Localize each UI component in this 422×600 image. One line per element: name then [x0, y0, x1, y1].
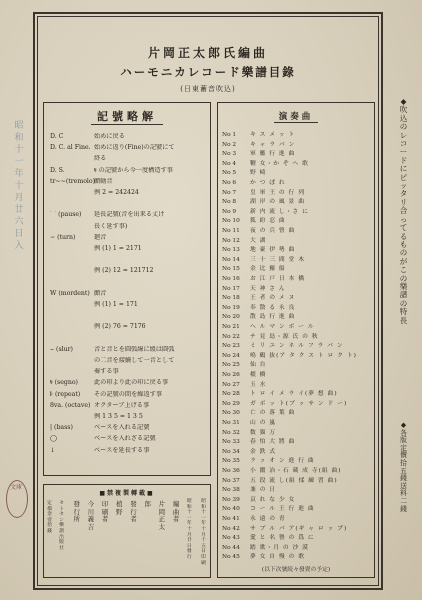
song-title: 玉 水 — [250, 381, 267, 388]
legend-row — [50, 133, 206, 141]
song-number: No 21 — [222, 324, 240, 330]
song-row — [222, 265, 371, 274]
legend-row — [50, 234, 206, 242]
symbol-legend-box — [43, 102, 211, 476]
song-row — [222, 477, 371, 486]
legend-row — [50, 379, 206, 387]
song-title: 狐 紛 忍 曲 — [250, 218, 286, 225]
legend-symbol: 𝄆 (repeat) — [50, 390, 81, 398]
legend-text: 奏する事 — [94, 368, 119, 376]
colophon-column: 編曲者 — [172, 500, 180, 523]
legend-row — [50, 424, 206, 432]
song-row — [222, 294, 371, 303]
legend-symbol: 𝄋 (segno) — [50, 379, 78, 387]
song-title: チ 見 島・源 氏 の 秋 — [250, 333, 319, 340]
song-title: 散 島 行 進 曲 — [250, 314, 296, 321]
song-list-box — [217, 102, 375, 578]
song-number: No 41 — [222, 516, 240, 522]
song-list-title: 演奏曲 — [218, 110, 374, 123]
legend-row — [50, 413, 206, 421]
colophon-column: セトセン樂譜出版社 — [59, 501, 64, 551]
legend-text: 例 (2) 76 = 7176 — [94, 323, 146, 331]
song-number: No 28 — [222, 391, 240, 398]
legend-symbol: | (bass) — [50, 424, 73, 432]
song-number: No 7 — [222, 189, 237, 196]
song-title: キ ャ ラ バ ン — [250, 141, 296, 148]
song-row — [222, 141, 371, 150]
song-row — [222, 467, 371, 476]
legend-row — [50, 391, 206, 399]
song-title: 夜 の 兵 營 曲 — [250, 228, 296, 234]
legend-text: その記號の間を繰返す事 — [94, 390, 163, 398]
song-number: No 27 — [222, 381, 240, 388]
song-number: No 19 — [222, 304, 240, 311]
legend-symbol: ⌒ (pause) — [50, 211, 82, 219]
legend-text: オクターブ上げる事 — [94, 401, 150, 409]
song-number: No 5 — [222, 170, 237, 177]
legend-symbol: ◯ — [50, 435, 57, 443]
legend-row — [50, 167, 206, 175]
song-title: 天 神 さ ん — [250, 285, 286, 292]
song-row — [222, 381, 371, 390]
song-title: ト ロ イ メ ラ イ(夢 想 曲) — [250, 391, 338, 398]
colophon-column: 今 川 義 吉 — [87, 500, 95, 531]
song-number: No 10 — [222, 218, 240, 225]
legend-symbol: W (mordent) — [50, 289, 90, 297]
song-row — [222, 352, 371, 361]
song-title: 金 比 羅 船 — [250, 266, 286, 273]
song-title: 新 内 流 し・さ に — [250, 208, 309, 215]
song-row — [222, 390, 371, 399]
legend-text: 音と音とを圓弧線に緩は圓弧 — [94, 345, 175, 353]
song-number: No 29 — [222, 400, 240, 407]
song-row — [222, 333, 371, 342]
colophon-column: 發行所 — [73, 500, 80, 523]
song-title: 夢 女 自 慢 の 歌 — [250, 554, 305, 561]
song-number: No 42 — [222, 525, 240, 532]
legend-symbol: ⌣ (slur) — [50, 345, 73, 353]
legend-text: 例 (1) 1 = 171 — [94, 301, 138, 308]
legend-row — [50, 155, 206, 163]
song-title: サ ブ ル バ ア(ギ ャ ロ ッ プ) — [250, 525, 348, 532]
song-row — [222, 208, 371, 217]
side-advert: ◆吹込のレコードにピッタリ合ってるものがこの樂譜の特長 — [399, 97, 408, 325]
legend-text: ベースを入れる記號 — [94, 424, 150, 432]
legend-symbol: 8va. (octave) — [50, 401, 91, 409]
song-title: ミ リ ユ ン ネ ル フ ラ バ ン — [250, 343, 344, 350]
song-number: No 1 — [222, 132, 237, 138]
song-row — [222, 227, 371, 236]
legend-row — [50, 435, 206, 443]
song-title: 小 鍛 冶・石 蔵 成 寺(組 曲) — [250, 468, 342, 474]
song-title: 踏 歌・月 の 沙 漠 — [250, 544, 309, 551]
legend-row — [50, 211, 206, 219]
song-row — [222, 496, 371, 505]
song-row — [222, 256, 371, 265]
song-row — [222, 429, 371, 438]
legend-text: の二音を接續して一音として — [94, 357, 175, 364]
song-number: No 40 — [222, 506, 240, 513]
song-title: お 江 戸 日 本 橋 — [250, 276, 305, 282]
song-number: No 3 — [222, 151, 237, 158]
legend-row — [50, 335, 206, 343]
legend-row — [50, 312, 206, 320]
song-title: 数 猫 万 — [250, 429, 277, 436]
song-title: 野 崎 — [250, 170, 267, 177]
song-number: No 23 — [222, 343, 240, 350]
song-title: か つ ぽ れ — [250, 180, 286, 186]
song-row — [222, 217, 371, 226]
song-row — [222, 534, 371, 543]
colophon-column: 昭和十一年十月十五日印刷 — [201, 499, 206, 566]
song-row — [222, 419, 371, 428]
song-title: 永 遠 の 青 — [250, 516, 286, 522]
song-title: コ ー ル 王 行 進 曲 — [250, 506, 315, 513]
colophon-box — [43, 484, 211, 578]
song-row — [222, 169, 371, 178]
legend-text: 例 (2) 12 = 121712 — [94, 267, 154, 275]
song-number: No 44 — [222, 544, 240, 551]
song-title: 橿 橋 — [250, 372, 267, 378]
legend-text: 始めに戻る — [94, 133, 125, 140]
song-number: No 18 — [222, 295, 240, 302]
legend-symbol: D. S. — [50, 166, 65, 174]
song-title: 大 湖 — [250, 237, 267, 244]
legend-row — [50, 402, 206, 410]
song-row — [222, 553, 371, 562]
song-title: ガ ボ ッ ト(ブ ッ サ ン ド ー) — [250, 400, 348, 407]
song-title: 金 鉄 式 — [250, 448, 277, 455]
legend-text: 例 (1) 1 = 2171 — [94, 245, 142, 252]
song-number: No 24 — [222, 352, 240, 359]
legend-text: 顫動音 — [94, 177, 113, 185]
song-row — [222, 275, 371, 284]
legend-row — [50, 357, 206, 365]
handwritten-date-note: 昭和十一年十月廿六日入 — [14, 121, 24, 251]
legend-row — [50, 223, 206, 231]
legend-text: 始めに返り(Fine)の記號にて — [94, 144, 175, 152]
song-number: No 34 — [222, 448, 240, 455]
song-number: No 45 — [222, 554, 240, 561]
song-title: 軍 艦 行 進 曲 — [250, 151, 296, 158]
legend-row — [50, 256, 206, 264]
legend-text: 例 2 = 242424 — [94, 189, 139, 196]
song-row — [222, 131, 371, 140]
song-number: No 15 — [222, 266, 240, 273]
song-row — [222, 246, 371, 255]
song-number: No 38 — [222, 487, 240, 494]
catalog-frame — [33, 12, 383, 590]
song-row — [222, 457, 371, 466]
song-title: 王 者 の メ ヌ — [250, 295, 296, 302]
colophon-column: 郎 — [144, 500, 151, 508]
song-row — [222, 150, 371, 159]
colophon-price: 定價金壹拾錢 — [47, 501, 52, 534]
song-row — [222, 400, 371, 409]
song-number: No 11 — [222, 228, 240, 234]
song-title: 亡 の 落 葉 曲 — [250, 410, 296, 417]
song-number: No 4 — [222, 160, 237, 167]
legend-symbol: ∽ (turn) — [50, 233, 76, 241]
song-row — [222, 448, 371, 457]
legend-row — [50, 200, 206, 208]
song-title: 地 臺 伊 勢 曲 — [250, 247, 296, 254]
song-row — [222, 189, 371, 198]
legend-text: 例 1 3 5 = 1 3 5 — [94, 413, 143, 420]
legend-row — [50, 368, 206, 376]
song-number: No 6 — [222, 180, 237, 186]
legend-title: 記號略解 — [44, 108, 210, 125]
song-title: 愛 と 名 譽 の 爲 に — [250, 535, 315, 542]
song-row — [222, 285, 371, 294]
song-number: No 33 — [222, 439, 240, 446]
song-title: ラ ッ オ ン 進 行 曲 — [250, 458, 315, 465]
song-row — [222, 323, 371, 332]
song-row — [222, 505, 371, 514]
legend-text: 延長記號(音を出来る丈け — [94, 211, 165, 219]
song-number: No 43 — [222, 535, 240, 542]
song-title: ヘ ル マ ン ボ ー ル — [250, 324, 315, 330]
song-list-footer: (以下次號続々發賣の予定) — [261, 567, 331, 573]
song-title: 五 段 流 し(組 揉 練 習 曲) — [250, 477, 338, 484]
legend-row — [50, 290, 206, 298]
song-number: No 35 — [222, 458, 240, 465]
song-row — [222, 371, 371, 380]
legend-row — [50, 189, 206, 197]
song-row — [222, 160, 371, 169]
legend-row — [50, 346, 206, 354]
song-row — [222, 361, 371, 370]
legend-text: 廻音 — [94, 233, 107, 241]
library-stamp-text: 文庫 — [10, 484, 23, 491]
song-row — [222, 304, 371, 313]
song-title: 仙 台 — [250, 362, 267, 369]
legend-symbol: D. C. al Fine. — [50, 144, 91, 152]
song-row — [222, 237, 371, 246]
song-number: No 20 — [222, 314, 240, 321]
legend-text: ベースを入れざる記號 — [94, 435, 156, 443]
legend-row — [50, 279, 206, 287]
song-row — [222, 438, 371, 447]
side-price-note: ◆各版定價拾五錢 送料二錢 — [400, 421, 407, 513]
song-number: No 22 — [222, 333, 240, 340]
song-title: 哀 れ な 少 女 — [250, 496, 296, 503]
song-number: No 12 — [222, 237, 240, 244]
song-title: 湖 岸 の 風 景 曲 — [250, 199, 305, 206]
colophon-column: 植 野 — [116, 500, 123, 516]
song-number: No 2 — [222, 141, 237, 148]
song-number: No 36 — [222, 468, 240, 474]
song-row — [222, 544, 371, 553]
song-number: No 31 — [222, 420, 240, 426]
song-number: No 37 — [222, 477, 240, 484]
song-number: No 9 — [222, 208, 237, 215]
legend-text: 終る — [94, 155, 107, 163]
colophon-column: 片岡正太 — [158, 500, 166, 531]
legend-text: 此の印より此の印に戻る事 — [94, 379, 169, 387]
song-title: 奉 散 る 永 良 — [250, 304, 296, 311]
legend-symbol: ↓ — [50, 446, 56, 454]
legend-row — [50, 301, 206, 309]
legend-row — [50, 323, 206, 331]
song-row — [222, 179, 371, 188]
song-number: No 26 — [222, 372, 240, 378]
song-number: No 13 — [222, 247, 240, 254]
song-title: 皇 軍 王 の 行 列 — [250, 189, 305, 196]
catalog-title: ハーモニカレコード樂譜目錄 — [120, 65, 296, 79]
song-row — [222, 409, 371, 418]
colophon-column: 發行者 — [130, 500, 137, 523]
legend-text: 顫音 — [94, 289, 107, 297]
legend-text: ベースを延長する事 — [94, 446, 150, 454]
song-number: No 30 — [222, 410, 240, 417]
colophon-heading: ■禁複製轉載■ — [99, 490, 155, 497]
legend-row — [50, 144, 206, 152]
song-number: No 25 — [222, 362, 240, 369]
song-number: No 39 — [222, 496, 240, 503]
song-title: キ ス メ ッ ト — [250, 132, 296, 138]
legend-symbol: tr~~(tremolo) — [50, 177, 96, 185]
song-row — [222, 198, 371, 207]
legend-row — [50, 267, 206, 275]
song-title: 兼 の 日 — [250, 487, 277, 494]
song-number: No 16 — [222, 276, 240, 282]
song-number: No 32 — [222, 429, 240, 436]
song-title: 鳴 鶴 抜(ア タ ク ス ト ロ ク ト) — [250, 352, 357, 359]
song-number: No 8 — [222, 199, 237, 206]
song-row — [222, 342, 371, 351]
song-row — [222, 313, 371, 322]
song-title: 鞭 女・か ぞ へ 歌 — [250, 160, 309, 167]
arranger-title: 片岡正太郎氏編曲 — [147, 46, 268, 60]
song-number: No 14 — [222, 256, 240, 263]
colophon-column: 印刷者 — [101, 500, 109, 523]
song-title: 春 怕 大 將 曲 — [250, 439, 296, 446]
song-title: 三 十 三 間 堂 木 — [250, 256, 305, 263]
legend-text: 𝄋 の記號から今一度構造す事 — [94, 166, 173, 174]
recording-note: (日東蓄音吹込) — [180, 85, 236, 93]
legend-symbol: D. C — [50, 133, 64, 140]
song-number: No 17 — [222, 285, 240, 292]
legend-row — [50, 447, 206, 455]
song-row — [222, 486, 371, 495]
song-title: 山 の 嵐 — [250, 420, 277, 426]
colophon-column: 昭和十一年十月廿日發行 — [186, 499, 192, 560]
song-row — [222, 525, 371, 534]
legend-row — [50, 245, 206, 253]
legend-row — [50, 178, 206, 186]
song-row — [222, 515, 371, 524]
legend-text: 長く延す事) — [94, 222, 128, 230]
